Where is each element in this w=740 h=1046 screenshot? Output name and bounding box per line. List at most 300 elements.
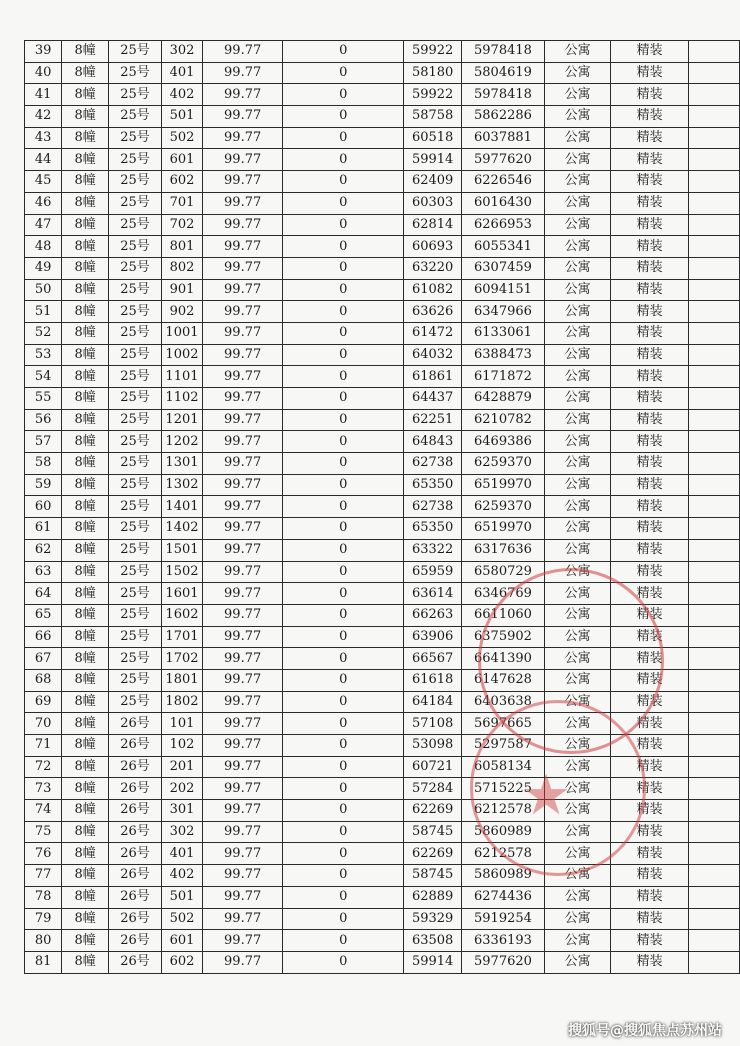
cell-unit-price: 60721	[404, 756, 462, 778]
cell-row-number: 67	[25, 648, 62, 670]
cell-usage: 公寓	[544, 648, 611, 670]
cell-other-area: 0	[283, 41, 404, 63]
cell-total-price: 6259370	[462, 496, 545, 518]
cell-total-price: 6428879	[462, 388, 545, 410]
cell-unit-price: 59922	[404, 84, 462, 106]
cell-area: 99.77	[203, 626, 283, 648]
cell-building: 8幢	[62, 84, 109, 106]
cell-room-number: 602	[161, 171, 202, 193]
cell-unit-price: 61472	[404, 322, 462, 344]
cell-building: 8幢	[62, 366, 109, 388]
cell-row-number: 81	[25, 951, 62, 973]
cell-decoration: 精装	[611, 149, 688, 171]
cell-total-price: 6037881	[462, 127, 545, 149]
cell-area: 99.77	[203, 930, 283, 952]
cell-row-number: 41	[25, 84, 62, 106]
cell-decoration: 精装	[611, 409, 688, 431]
cell-total-price: 6094151	[462, 279, 545, 301]
cell-decoration: 精装	[611, 669, 688, 691]
cell-area: 99.77	[203, 756, 283, 778]
cell-unit-price: 62738	[404, 453, 462, 475]
cell-room-number: 201	[161, 756, 202, 778]
cell-usage: 公寓	[544, 604, 611, 626]
cell-room-number: 602	[161, 951, 202, 973]
cell-usage: 公寓	[544, 778, 611, 800]
cell-total-price: 5697665	[462, 713, 545, 735]
cell-room-number: 702	[161, 214, 202, 236]
watermark: 搜狐号@搜狐焦点苏州站	[568, 1023, 722, 1039]
cell-other-area: 0	[283, 951, 404, 973]
cell-blank	[688, 800, 739, 822]
table-row	[25, 192, 740, 214]
cell-decoration: 精装	[611, 735, 688, 757]
cell-building: 8幢	[62, 713, 109, 735]
table-row	[25, 669, 740, 691]
cell-unit: 25号	[109, 669, 162, 691]
cell-unit: 25号	[109, 322, 162, 344]
table-row	[25, 561, 740, 583]
cell-unit: 26号	[109, 778, 162, 800]
cell-building: 8幢	[62, 539, 109, 561]
cell-row-number: 78	[25, 886, 62, 908]
cell-area: 99.77	[203, 214, 283, 236]
cell-unit-price: 53098	[404, 735, 462, 757]
cell-unit-price: 65350	[404, 474, 462, 496]
cell-decoration: 精装	[611, 691, 688, 713]
cell-blank	[688, 127, 739, 149]
cell-area: 99.77	[203, 821, 283, 843]
price-table	[24, 40, 740, 974]
cell-area: 99.77	[203, 344, 283, 366]
cell-other-area: 0	[283, 322, 404, 344]
cell-total-price: 5860989	[462, 821, 545, 843]
table-row	[25, 518, 740, 540]
cell-unit: 25号	[109, 149, 162, 171]
cell-area: 99.77	[203, 669, 283, 691]
cell-total-price: 6641390	[462, 648, 545, 670]
cell-other-area: 0	[283, 474, 404, 496]
seal-star-icon: ★	[521, 763, 572, 828]
cell-usage: 公寓	[544, 171, 611, 193]
cell-other-area: 0	[283, 149, 404, 171]
table-row	[25, 930, 740, 952]
cell-blank	[688, 409, 739, 431]
cell-room-number: 1002	[161, 344, 202, 366]
cell-unit-price: 59914	[404, 951, 462, 973]
cell-other-area: 0	[283, 583, 404, 605]
cell-decoration: 精装	[611, 388, 688, 410]
cell-decoration: 精装	[611, 84, 688, 106]
cell-unit-price: 63220	[404, 257, 462, 279]
cell-area: 99.77	[203, 127, 283, 149]
cell-total-price: 5977620	[462, 951, 545, 973]
cell-total-price: 6058134	[462, 756, 545, 778]
cell-other-area: 0	[283, 453, 404, 475]
cell-row-number: 51	[25, 301, 62, 323]
cell-room-number: 1202	[161, 431, 202, 453]
cell-blank	[688, 301, 739, 323]
cell-building: 8幢	[62, 735, 109, 757]
cell-unit: 26号	[109, 756, 162, 778]
table-body	[25, 41, 740, 974]
cell-total-price: 5860989	[462, 865, 545, 887]
cell-decoration: 精装	[611, 453, 688, 475]
cell-usage: 公寓	[544, 257, 611, 279]
cell-row-number: 62	[25, 539, 62, 561]
cell-unit-price: 62409	[404, 171, 462, 193]
cell-decoration: 精装	[611, 800, 688, 822]
cell-room-number: 601	[161, 149, 202, 171]
cell-unit-price: 63508	[404, 930, 462, 952]
cell-other-area: 0	[283, 236, 404, 258]
cell-area: 99.77	[203, 496, 283, 518]
cell-row-number: 55	[25, 388, 62, 410]
cell-total-price: 5978418	[462, 41, 545, 63]
cell-row-number: 44	[25, 149, 62, 171]
cell-unit: 25号	[109, 41, 162, 63]
cell-decoration: 精装	[611, 192, 688, 214]
cell-usage: 公寓	[544, 669, 611, 691]
cell-unit: 25号	[109, 539, 162, 561]
cell-row-number: 50	[25, 279, 62, 301]
cell-usage: 公寓	[544, 388, 611, 410]
cell-room-number: 302	[161, 821, 202, 843]
cell-decoration: 精装	[611, 257, 688, 279]
cell-unit-price: 62814	[404, 214, 462, 236]
cell-unit-price: 65959	[404, 561, 462, 583]
cell-decoration: 精装	[611, 171, 688, 193]
cell-unit: 25号	[109, 279, 162, 301]
cell-building: 8幢	[62, 930, 109, 952]
cell-unit: 25号	[109, 496, 162, 518]
cell-blank	[688, 561, 739, 583]
table-row	[25, 496, 740, 518]
cell-other-area: 0	[283, 930, 404, 952]
cell-room-number: 1102	[161, 388, 202, 410]
cell-room-number: 1702	[161, 648, 202, 670]
cell-area: 99.77	[203, 691, 283, 713]
cell-unit: 25号	[109, 192, 162, 214]
cell-building: 8幢	[62, 149, 109, 171]
cell-area: 99.77	[203, 843, 283, 865]
cell-usage: 公寓	[544, 409, 611, 431]
cell-usage: 公寓	[544, 279, 611, 301]
cell-blank	[688, 778, 739, 800]
cell-row-number: 68	[25, 669, 62, 691]
cell-unit-price: 59329	[404, 908, 462, 930]
cell-unit: 25号	[109, 561, 162, 583]
cell-building: 8幢	[62, 518, 109, 540]
cell-row-number: 70	[25, 713, 62, 735]
cell-blank	[688, 886, 739, 908]
cell-area: 99.77	[203, 366, 283, 388]
cell-unit-price: 58745	[404, 865, 462, 887]
cell-usage: 公寓	[544, 84, 611, 106]
cell-blank	[688, 279, 739, 301]
cell-total-price: 5978418	[462, 84, 545, 106]
cell-building: 8幢	[62, 604, 109, 626]
cell-blank	[688, 865, 739, 887]
cell-unit-price: 60518	[404, 127, 462, 149]
cell-row-number: 74	[25, 800, 62, 822]
cell-blank	[688, 518, 739, 540]
cell-area: 99.77	[203, 735, 283, 757]
cell-other-area: 0	[283, 388, 404, 410]
cell-decoration: 精装	[611, 301, 688, 323]
cell-area: 99.77	[203, 865, 283, 887]
cell-total-price: 5862286	[462, 106, 545, 128]
cell-building: 8幢	[62, 821, 109, 843]
cell-total-price: 5977620	[462, 149, 545, 171]
cell-blank	[688, 214, 739, 236]
cell-blank	[688, 62, 739, 84]
cell-total-price: 6259370	[462, 453, 545, 475]
cell-building: 8幢	[62, 669, 109, 691]
cell-total-price: 6347966	[462, 301, 545, 323]
cell-building: 8幢	[62, 41, 109, 63]
cell-unit-price: 58180	[404, 62, 462, 84]
cell-building: 8幢	[62, 301, 109, 323]
cell-unit-price: 61618	[404, 669, 462, 691]
cell-area: 99.77	[203, 518, 283, 540]
cell-room-number: 1802	[161, 691, 202, 713]
cell-room-number: 1701	[161, 626, 202, 648]
cell-unit: 25号	[109, 691, 162, 713]
cell-row-number: 42	[25, 106, 62, 128]
cell-row-number: 77	[25, 865, 62, 887]
cell-room-number: 102	[161, 735, 202, 757]
cell-room-number: 1801	[161, 669, 202, 691]
cell-decoration: 精装	[611, 214, 688, 236]
cell-area: 99.77	[203, 388, 283, 410]
cell-room-number: 502	[161, 127, 202, 149]
cell-usage: 公寓	[544, 908, 611, 930]
cell-building: 8幢	[62, 257, 109, 279]
cell-area: 99.77	[203, 192, 283, 214]
cell-room-number: 1602	[161, 604, 202, 626]
cell-other-area: 0	[283, 84, 404, 106]
cell-unit-price: 64843	[404, 431, 462, 453]
cell-unit-price: 64184	[404, 691, 462, 713]
cell-unit: 25号	[109, 431, 162, 453]
cell-usage: 公寓	[544, 474, 611, 496]
cell-unit: 26号	[109, 865, 162, 887]
cell-area: 99.77	[203, 886, 283, 908]
cell-usage: 公寓	[544, 561, 611, 583]
table-row	[25, 778, 740, 800]
cell-other-area: 0	[283, 214, 404, 236]
cell-area: 99.77	[203, 322, 283, 344]
cell-blank	[688, 669, 739, 691]
cell-area: 99.77	[203, 539, 283, 561]
table-row	[25, 713, 740, 735]
cell-unit: 26号	[109, 821, 162, 843]
cell-row-number: 47	[25, 214, 62, 236]
cell-area: 99.77	[203, 908, 283, 930]
table-row	[25, 431, 740, 453]
cell-building: 8幢	[62, 192, 109, 214]
cell-other-area: 0	[283, 843, 404, 865]
cell-room-number: 1001	[161, 322, 202, 344]
cell-unit-price: 66567	[404, 648, 462, 670]
table-row	[25, 127, 740, 149]
cell-room-number: 402	[161, 84, 202, 106]
table-row	[25, 735, 740, 757]
cell-total-price: 6147628	[462, 669, 545, 691]
cell-room-number: 501	[161, 106, 202, 128]
cell-row-number: 80	[25, 930, 62, 952]
cell-other-area: 0	[283, 62, 404, 84]
cell-blank	[688, 821, 739, 843]
cell-building: 8幢	[62, 409, 109, 431]
cell-unit-price: 61861	[404, 366, 462, 388]
cell-other-area: 0	[283, 409, 404, 431]
cell-area: 99.77	[203, 561, 283, 583]
cell-decoration: 精装	[611, 583, 688, 605]
cell-room-number: 101	[161, 713, 202, 735]
cell-area: 99.77	[203, 171, 283, 193]
cell-building: 8幢	[62, 626, 109, 648]
cell-area: 99.77	[203, 778, 283, 800]
cell-unit: 25号	[109, 388, 162, 410]
cell-usage: 公寓	[544, 236, 611, 258]
table-row	[25, 149, 740, 171]
cell-decoration: 精装	[611, 106, 688, 128]
cell-row-number: 75	[25, 821, 62, 843]
cell-total-price: 5919254	[462, 908, 545, 930]
cell-other-area: 0	[283, 821, 404, 843]
cell-building: 8幢	[62, 691, 109, 713]
cell-usage: 公寓	[544, 453, 611, 475]
cell-area: 99.77	[203, 713, 283, 735]
cell-usage: 公寓	[544, 496, 611, 518]
cell-total-price: 6226546	[462, 171, 545, 193]
cell-total-price: 6133061	[462, 322, 545, 344]
cell-blank	[688, 583, 739, 605]
cell-usage: 公寓	[544, 821, 611, 843]
cell-area: 99.77	[203, 583, 283, 605]
cell-building: 8幢	[62, 322, 109, 344]
cell-total-price: 6375902	[462, 626, 545, 648]
cell-decoration: 精装	[611, 821, 688, 843]
cell-blank	[688, 41, 739, 63]
cell-other-area: 0	[283, 561, 404, 583]
cell-total-price: 6611060	[462, 604, 545, 626]
cell-usage: 公寓	[544, 583, 611, 605]
cell-blank	[688, 735, 739, 757]
cell-unit-price: 64032	[404, 344, 462, 366]
cell-room-number: 401	[161, 62, 202, 84]
cell-unit-price: 59914	[404, 149, 462, 171]
cell-unit: 25号	[109, 62, 162, 84]
cell-usage: 公寓	[544, 149, 611, 171]
cell-decoration: 精装	[611, 843, 688, 865]
cell-row-number: 56	[25, 409, 62, 431]
cell-area: 99.77	[203, 453, 283, 475]
cell-other-area: 0	[283, 496, 404, 518]
table-row	[25, 279, 740, 301]
cell-total-price: 6016430	[462, 192, 545, 214]
cell-total-price: 6403638	[462, 691, 545, 713]
cell-row-number: 72	[25, 756, 62, 778]
cell-other-area: 0	[283, 648, 404, 670]
cell-building: 8幢	[62, 236, 109, 258]
cell-decoration: 精装	[611, 127, 688, 149]
cell-total-price: 6171872	[462, 366, 545, 388]
table-row	[25, 886, 740, 908]
cell-unit: 25号	[109, 84, 162, 106]
cell-blank	[688, 539, 739, 561]
cell-decoration: 精装	[611, 930, 688, 952]
cell-area: 99.77	[203, 800, 283, 822]
cell-building: 8幢	[62, 865, 109, 887]
cell-usage: 公寓	[544, 127, 611, 149]
cell-room-number: 902	[161, 301, 202, 323]
cell-room-number: 1502	[161, 561, 202, 583]
cell-unit: 25号	[109, 453, 162, 475]
cell-decoration: 精装	[611, 886, 688, 908]
cell-total-price: 5715225	[462, 778, 545, 800]
cell-other-area: 0	[283, 518, 404, 540]
cell-row-number: 39	[25, 41, 62, 63]
cell-row-number: 48	[25, 236, 62, 258]
cell-blank	[688, 236, 739, 258]
cell-area: 99.77	[203, 84, 283, 106]
cell-decoration: 精装	[611, 518, 688, 540]
table-row	[25, 257, 740, 279]
cell-building: 8幢	[62, 453, 109, 475]
cell-usage: 公寓	[544, 301, 611, 323]
cell-other-area: 0	[283, 257, 404, 279]
cell-decoration: 精装	[611, 713, 688, 735]
cell-other-area: 0	[283, 127, 404, 149]
table-row	[25, 301, 740, 323]
cell-area: 99.77	[203, 409, 283, 431]
cell-area: 99.77	[203, 236, 283, 258]
cell-building: 8幢	[62, 800, 109, 822]
cell-building: 8幢	[62, 496, 109, 518]
table-row	[25, 322, 740, 344]
cell-other-area: 0	[283, 171, 404, 193]
cell-unit-price: 63322	[404, 539, 462, 561]
cell-building: 8幢	[62, 843, 109, 865]
cell-unit: 25号	[109, 604, 162, 626]
cell-area: 99.77	[203, 648, 283, 670]
cell-unit-price: 62269	[404, 843, 462, 865]
cell-row-number: 64	[25, 583, 62, 605]
table-row	[25, 84, 740, 106]
cell-row-number: 45	[25, 171, 62, 193]
cell-unit: 25号	[109, 583, 162, 605]
cell-unit: 25号	[109, 236, 162, 258]
cell-row-number: 61	[25, 518, 62, 540]
cell-unit-price: 60693	[404, 236, 462, 258]
cell-unit-price: 62889	[404, 886, 462, 908]
cell-decoration: 精装	[611, 474, 688, 496]
table-row	[25, 236, 740, 258]
cell-row-number: 69	[25, 691, 62, 713]
table-row	[25, 344, 740, 366]
cell-total-price: 6274436	[462, 886, 545, 908]
cell-row-number: 63	[25, 561, 62, 583]
cell-unit-price: 60303	[404, 192, 462, 214]
cell-building: 8幢	[62, 106, 109, 128]
cell-unit: 25号	[109, 127, 162, 149]
cell-row-number: 43	[25, 127, 62, 149]
cell-blank	[688, 322, 739, 344]
cell-unit-price: 63626	[404, 301, 462, 323]
cell-usage: 公寓	[544, 106, 611, 128]
